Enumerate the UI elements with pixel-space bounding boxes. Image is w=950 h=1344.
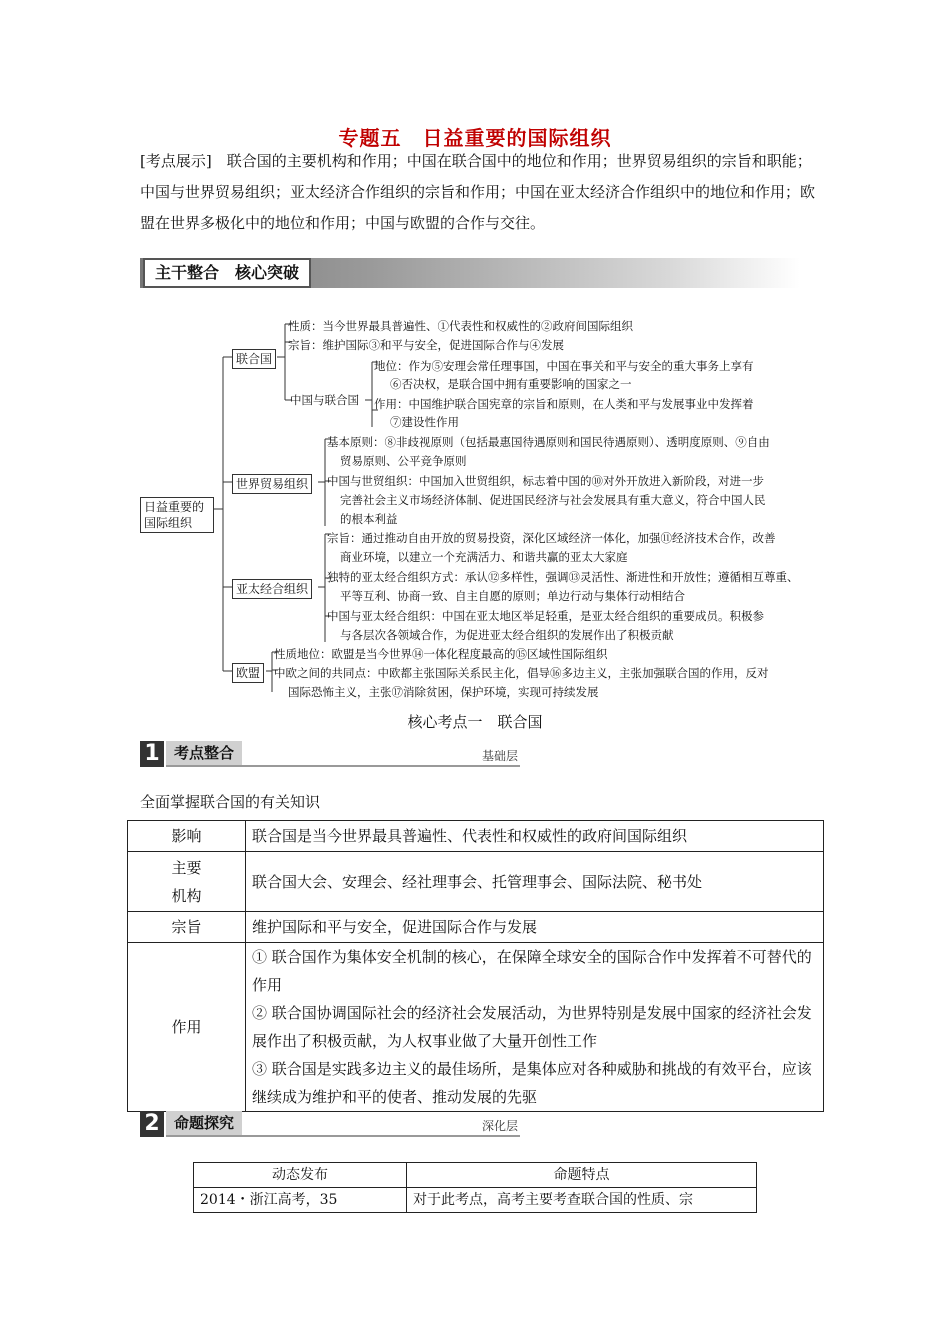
un-line: 作用：中国维护联合国宪章的宗旨和原则，在人类和平与发展事业中发挥着	[374, 397, 754, 411]
apec-line: 中国与亚太经合组织：中国在亚太地区举足轻重，是亚太经合组织的重要成员。积极参	[327, 609, 764, 623]
section-label: 考点整合	[166, 741, 242, 765]
un-line: ⑥否决权，是联合国中拥有重要影响的国家之一	[390, 377, 632, 391]
table-row	[128, 821, 824, 852]
mind-map	[140, 310, 820, 710]
wto-line: 贸易原则、公平竞争原则	[340, 454, 467, 468]
apec-line: 商业环境，以建立一个充满活力、和谐共赢的亚太大家庭	[340, 550, 628, 564]
mind-map-root: 日益重要的国际组织	[140, 497, 214, 533]
section-1-header	[140, 741, 520, 767]
branch-un: 联合国	[232, 349, 276, 369]
row-header: 影响	[128, 821, 246, 852]
apec-line: 与各层次各领域合作，为促进亚太经合组织的发展作出了积极贡献	[340, 628, 674, 642]
section-2-header	[140, 1111, 520, 1137]
table-cell: 对于此考点，高考主要考查联合国的性质、宗	[407, 1188, 757, 1213]
branch-un-china: 中国与联合国	[290, 393, 359, 407]
branch-eu: 欧盟	[232, 663, 264, 683]
table-row	[128, 943, 824, 1112]
table-row	[194, 1188, 757, 1213]
table-row	[128, 852, 824, 912]
branch-wto: 世界贸易组织	[232, 474, 312, 494]
wto-line: 完善社会主义市场经济体制、促进国民经济与社会发展具有重大意义，符合中国人民	[340, 493, 766, 507]
section-tag: 基础层	[481, 749, 518, 763]
apec-line: 平等互利、协商一致、自主自愿的原则；单边行动与集体行动相结合	[340, 589, 685, 603]
un-line: 宗旨：维护国际③和平与安全，促进国际合作与④发展	[288, 338, 564, 352]
row-content: 维护国际和平与安全，促进国际合作与发展	[246, 912, 824, 943]
wto-line: 中国与世贸组织：中国加入世贸组织，标志着中国的⑩对外开放进入新阶段，对进一步	[327, 474, 764, 488]
section-rule	[166, 765, 520, 767]
table-cell: 2014・浙江高考，35	[194, 1188, 407, 1213]
table-row	[194, 1163, 757, 1188]
function-item: ③ 联合国是实践多边主义的最佳场所，是集体应对各种威胁和挑战的有效平台，应该继续成为维护和平的使者、推动发展的先驱	[252, 1060, 812, 1106]
branch-apec: 亚太经合组织	[232, 579, 312, 599]
page-title: 专题五 日益重要的国际组织	[338, 126, 612, 150]
column-header: 命题特点	[407, 1163, 757, 1188]
un-line: ⑦建设性作用	[390, 415, 459, 429]
eu-line: 中欧之间的共同点：中欧都主张国际关系民主化，倡导⑯多边主义，主张加强联合国的作用，反对	[274, 666, 769, 680]
function-item: ① 联合国作为集体安全机制的核心，在保障全球安全的国际合作中发挥着不可替代的作用	[252, 948, 812, 994]
column-header: 动态发布	[194, 1163, 407, 1188]
function-item: ② 联合国协调国际社会的经济社会发展活动，为世界特别是发展中国家的经济社会发展作出了积极贡献，为人权事业做了大量开创性工作	[252, 1004, 812, 1050]
row-header: 主要 机构	[128, 852, 246, 912]
un-line: 地位：作为⑤安理会常任理事国，中国在事关和平与安全的重大事务上享有	[374, 359, 754, 373]
row-content: 联合国是当今世界最具普遍性、代表性和权威性的政府间国际组织	[246, 821, 824, 852]
wto-line: 基本原则：⑧非歧视原则（包括最惠国待遇原则和国民待遇原则）、透明度原则、⑨自由	[327, 435, 770, 449]
apec-line: 独特的亚太经合组织方式：承认⑫多样性，强调⑬灵活性、渐进性和开放性；遵循相互尊重、	[327, 570, 799, 584]
lead-text: 全面掌握联合国的有关知识	[140, 793, 321, 811]
section-tag: 深化层	[481, 1119, 518, 1133]
eu-line: 国际恐怖主义，主张⑰消除贫困，保护环境，实现可持续发展	[288, 685, 599, 699]
row-header: 宗旨	[128, 912, 246, 943]
intro-paragraph: [考点展示] 联合国的主要机构和作用；中国在联合国中的地位和作用；世界贸易组织的宗旨和职能；中国与世界贸易组织；亚太经济合作组织的宗旨和作用；中国在亚太经济合作组织中的地位和作用；欧盟在世界多极化中的地位和作用；中国与欧盟的合作与交往。	[140, 152, 816, 232]
row-content: 联合国大会、安理会、经社理事会、托管理事会、国际法院、秘书处	[246, 852, 824, 912]
knowledge-table	[127, 820, 824, 1112]
wto-line: 的根本利益	[340, 512, 398, 526]
section-number: 2	[140, 1111, 164, 1137]
apec-line: 宗旨：通过推动自由开放的贸易投资，深化区域经济一体化，加强⑪经济技术合作，改善	[327, 531, 776, 545]
table-row	[128, 912, 824, 943]
eu-line: 性质地位：欧盟是当今世界⑭一体化程度最高的⑮区域性国际组织	[274, 647, 608, 661]
row-content	[246, 943, 824, 1112]
row-header: 作用	[128, 943, 246, 1112]
core-heading: 核心考点一 联合国	[407, 713, 543, 731]
section-rule	[166, 1135, 520, 1137]
section-number: 1	[140, 741, 164, 767]
section-label: 命题探究	[166, 1111, 242, 1135]
banner-title: 主干整合 核心突破	[143, 258, 311, 288]
un-line: 性质：当今世界最具普遍性、①代表性和权威性的②政府间国际组织	[288, 319, 633, 333]
exam-table	[193, 1162, 757, 1213]
